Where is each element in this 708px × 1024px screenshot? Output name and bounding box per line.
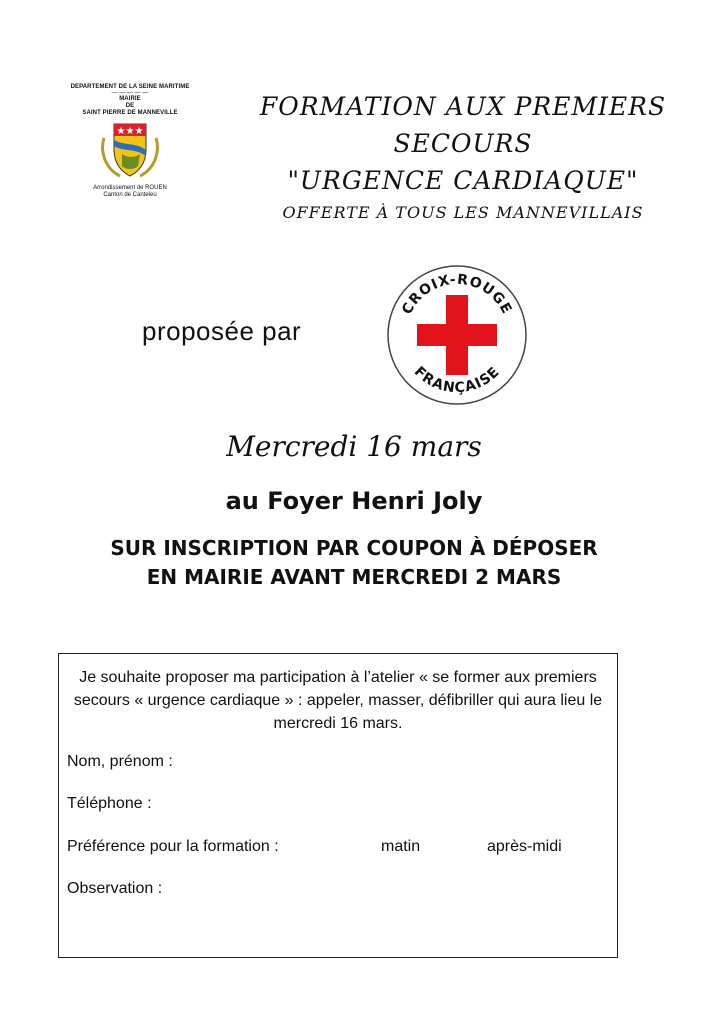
observation-field-label: Observation : <box>67 880 163 897</box>
de-text: DE <box>125 103 135 109</box>
logo-separator: — — — — — <box>111 90 149 96</box>
coat-of-arms-icon <box>98 120 162 182</box>
title-line-3: "URGENCE CARDIAQUE" <box>287 166 639 195</box>
option-afternoon: après-midi <box>487 838 562 855</box>
arrondissement-text: Arrondissement de ROUEN <box>93 185 167 191</box>
name-field-label: Nom, prénom : <box>67 753 173 770</box>
coupon-intro: Je souhaite proposer ma participation à l’atelier « se former aux premiers secours « urgence cardiaque » : appeler, masser, défibriller qui aura lieu le mercredi 16 mars. <box>73 669 603 732</box>
inscription-line-1: SUR INSCRIPTION PAR COUPON À DÉPOSER <box>110 536 598 560</box>
title-block <box>228 88 698 225</box>
title-line-1: FORMATION AUX PREMIERS <box>259 92 667 121</box>
title-line-2: SECOURS <box>393 129 533 158</box>
canton-text: Canton de Canteleu <box>103 192 157 198</box>
proposed-by-text: proposée par <box>142 316 302 346</box>
option-morning: matin <box>381 838 421 855</box>
registration-coupon <box>58 653 618 958</box>
inscription-notice <box>0 534 708 592</box>
phone-field-label: Téléphone : <box>67 795 152 812</box>
svg-text:★★★: ★★★ <box>116 126 144 137</box>
croix-rouge-top-text: CROIX-ROUGE <box>399 271 515 318</box>
red-cross-bar <box>417 324 497 346</box>
croix-rouge-bottom-text: FRANÇAISE <box>410 363 504 397</box>
title-subtitle: OFFERTE À TOUS LES MANNEVILLAIS <box>282 203 644 222</box>
event-place: au Foyer Henri Joly <box>225 487 483 515</box>
mairie-logo-block <box>62 84 198 199</box>
mairie-text: MAIRIE <box>119 96 141 102</box>
croix-rouge-logo <box>384 262 530 408</box>
commune-text: SAINT PIERRE DE MANNEVILLE <box>82 110 178 116</box>
preference-field-label: Préférence pour la formation : <box>67 838 279 855</box>
inscription-line-2: EN MAIRIE AVANT MERCREDI 2 MARS <box>146 565 562 589</box>
event-date: Mercredi 16 mars <box>226 430 482 463</box>
department-text: DEPARTEMENT DE LA SEINE MARITIME <box>70 84 190 90</box>
